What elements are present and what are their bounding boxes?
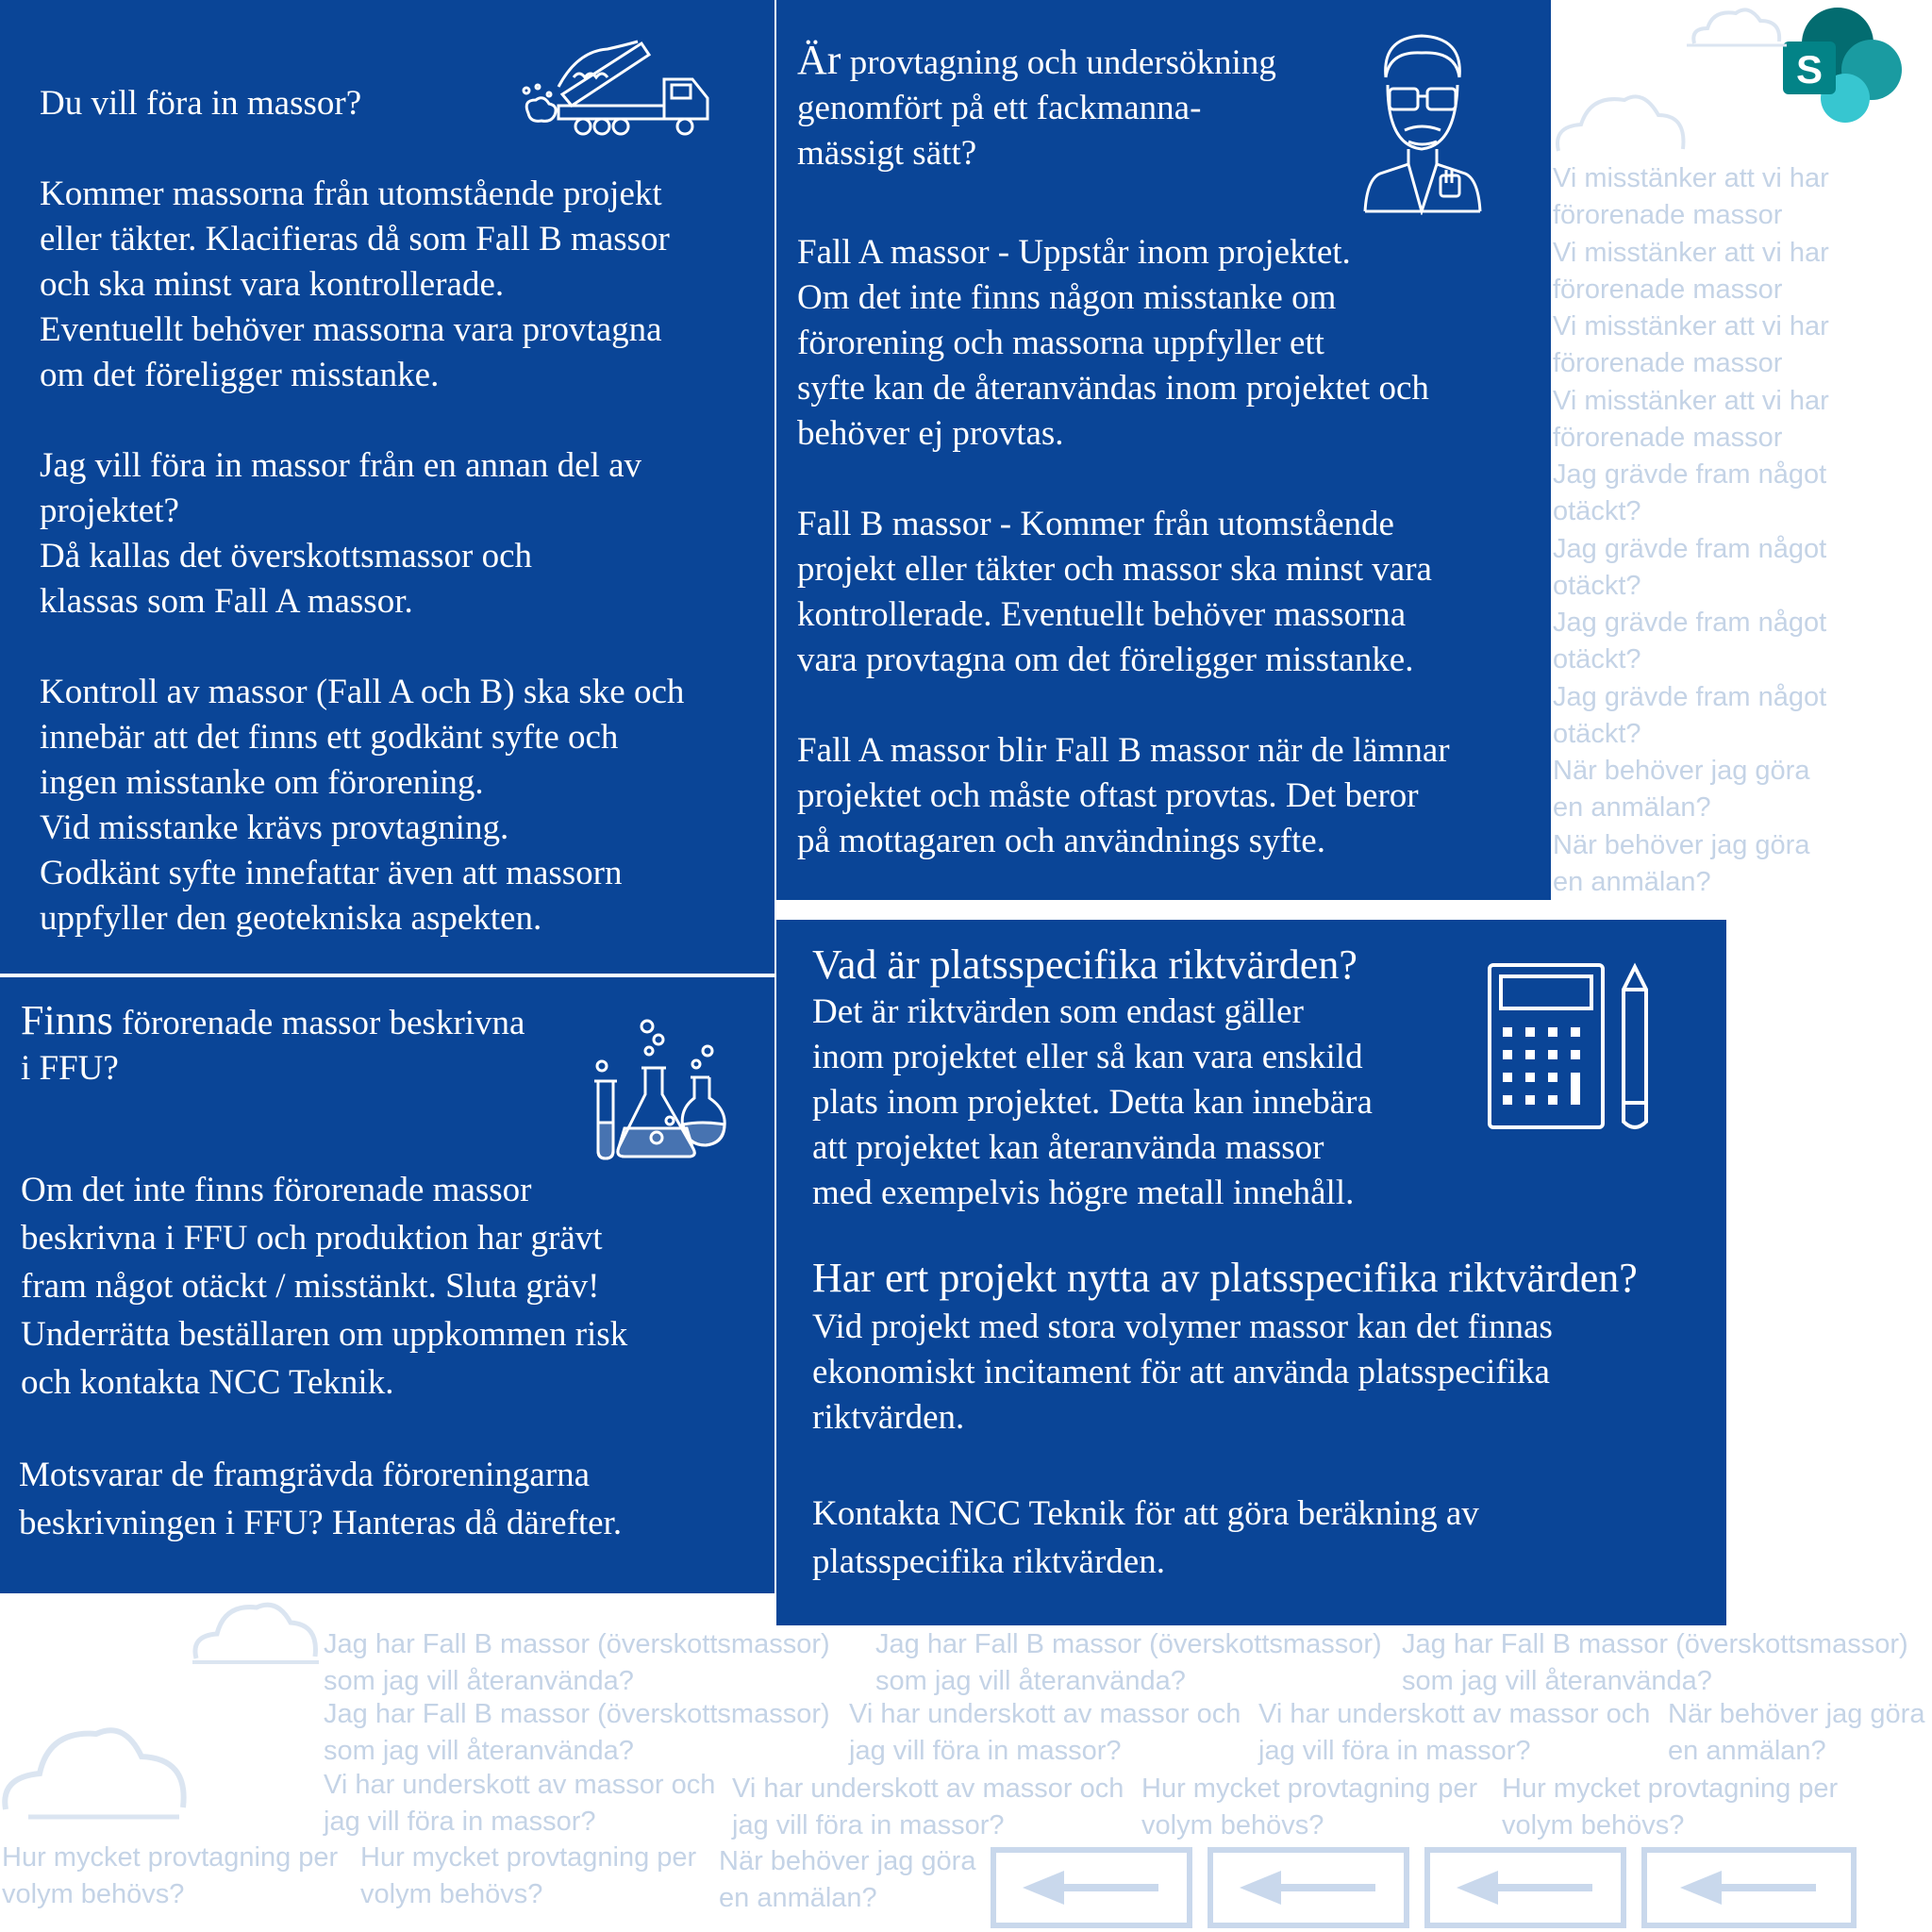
panel-body: Om det inte finns förorenade massor beskrivna i FFU och produktion har grävt fram något otäckt / misstänkt. Sluta gräv! Underrätta beställaren om uppkommen risk och kontakta NCC Teknik. (21, 1171, 628, 1402)
panel-fackmannamassigt (776, 0, 1551, 900)
panel-title: Vad är platsspecifika riktvärden? (812, 941, 1357, 988)
faint-link-text[interactable]: Jag har Fall B massor (överskottsmassor) som jag vill återanvända? (875, 1629, 1382, 1696)
scientist-icon (1361, 32, 1484, 215)
panel-body: Fall A massor - Uppstår inom projektet. Om det inte finns någon misstanke om förorening och massorna uppfyller ett syfte kan de återanvändas inom projektet och behöver ej provtas. Fall B massor - Kommer från utomstående projekt eller täkter och massor ska minst vara kontrollerade. Eventuellt behöver massorna vara provtagna om det föreligger misstanke. Fall A massor blir Fall B massor när de lämnar projektet och måste oftast provtas. Det beror på mottagaren och användnings syfte. (797, 233, 1450, 860)
faint-link-text[interactable]: Hur mycket provtagning per volym behövs? (360, 1842, 697, 1909)
panel-body: Kommer massorna från utomstående projekt eller täkter. Klacifieras då som Fall B massor och ska minst vara kontrollerade. Eventuellt behöver massorna vara provtagna om det föreligger misstanke. Jag vill föra in massor från en annan del av projektet? Då kallas det överskottsmassor och klassas som Fall A massor. Kontroll av massor (Fall A och B) ska ske och innebär att det finns ett godkänt syfte och ingen misstanke om förorening. Vid misstanke krävs provtagning. Godkänt syfte innefattar även att massorn uppfyller den geotekniska aspekten. (40, 175, 685, 938)
panel-title-rest: förorenade massor beskrivna i FFU? (21, 1004, 525, 1088)
cloud-icon (191, 1596, 323, 1668)
faint-link-text[interactable]: Vi misstänker att vi har förorenade massor (1553, 163, 1829, 230)
panel-title-first-word: Är (797, 37, 841, 83)
panel-ffu (0, 977, 774, 1593)
lab-flasks-icon (591, 1019, 728, 1164)
faint-link-text[interactable]: Hur mycket provtagning per volym behövs? (1141, 1774, 1478, 1840)
back-button[interactable] (1208, 1847, 1409, 1928)
faint-link-text[interactable]: När behöver jag göra en anmälan? (1668, 1699, 1925, 1766)
faint-link-text[interactable]: Jag grävde fram något otäckt? (1553, 534, 1827, 601)
dump-truck-icon (521, 32, 715, 138)
faint-link-text[interactable]: Hur mycket provtagning per volym behövs? (2, 1842, 339, 1909)
sharepoint-letter: S (1795, 47, 1824, 92)
panel-footer: Motsvarar de framgrävda föroreningarna beskrivningen i FFU? Hanteras då därefter. (19, 1456, 623, 1542)
back-arrow-icon (1455, 1869, 1596, 1907)
faint-link-text[interactable]: Jag har Fall B massor (överskottsmassor) som jag vill återanvända? (324, 1699, 830, 1766)
faint-link-text[interactable]: Vi har underskott av massor och jag vill föra in massor? (732, 1774, 1124, 1840)
faint-link-text[interactable]: Vi har underskott av massor och jag vill föra in massor? (324, 1770, 716, 1837)
calculator-pencil-icon (1486, 961, 1656, 1131)
panel-fora-in-massor (0, 0, 774, 974)
back-arrow-icon (1021, 1869, 1162, 1907)
faint-link-text[interactable]: Jag grävde fram något otäckt? (1553, 459, 1827, 526)
back-button[interactable] (1424, 1847, 1626, 1928)
sharepoint-icon[interactable] (1779, 6, 1921, 128)
back-arrow-icon (1678, 1869, 1820, 1907)
back-arrow-icon (1238, 1869, 1379, 1907)
panel-body: Det är riktvärden som endast gäller inom projektet eller så kan vara enskild plats inom projektet. Detta kan innebära att projektet kan återanvända massor med exempelvis högre metall innehåll. (812, 992, 1373, 1212)
faint-link-text[interactable]: Jag grävde fram något otäckt? (1553, 608, 1827, 675)
faint-link-text[interactable]: Vi misstänker att vi har förorenade massor (1553, 311, 1829, 378)
panel-title: Du vill föra in massor? (40, 84, 362, 123)
panel-footer: Kontakta NCC Teknik för att göra beräkning av platsspecifika riktvärden. (812, 1494, 1479, 1581)
faint-link-text[interactable]: Hur mycket provtagning per volym behövs? (1502, 1774, 1839, 1840)
cloud-icon (1553, 91, 1690, 157)
panel-title (21, 998, 525, 1091)
faint-link-text[interactable]: Jag grävde fram något otäckt? (1553, 682, 1827, 749)
faint-link-text[interactable]: Vi har underskott av massor och jag vill föra in massor? (849, 1699, 1241, 1766)
faint-link-text[interactable]: När behöver jag göra en anmälan? (1553, 830, 1810, 897)
panel-subtitle: Har ert projekt nytta av platsspecifika riktvärden? (812, 1255, 1638, 1301)
faint-link-text[interactable]: Vi misstänker att vi har förorenade massor (1553, 386, 1829, 453)
panel-title-first-word: Finns (21, 997, 113, 1043)
faint-link-text[interactable]: När behöver jag göra en anmälan? (1553, 756, 1810, 823)
back-button[interactable] (991, 1847, 1192, 1928)
faint-link-text[interactable]: När behöver jag göra en anmälan? (719, 1846, 976, 1913)
back-button[interactable] (1641, 1847, 1857, 1928)
cloud-icon (1687, 6, 1790, 49)
panel-title (797, 38, 1276, 176)
panel-body: Vid projekt med stora volymer massor kan det finnas ekonomiskt incitament för att använda platsspecifika riktvärden. (812, 1307, 1553, 1437)
faint-link-text[interactable]: Vi har underskott av massor och jag vill föra in massor? (1258, 1699, 1651, 1766)
cloud-icon (0, 1719, 192, 1823)
faint-link-text[interactable]: Vi misstänker att vi har förorenade massor (1553, 238, 1829, 305)
faint-link-text[interactable]: Jag har Fall B massor (överskottsmassor) som jag vill återanvända? (324, 1629, 830, 1696)
panel-platsspecifika-riktvarden (776, 920, 1726, 1625)
panel-title-rest: provtagning och undersökning genomfört på ett fackmanna- mässigt sätt? (797, 43, 1276, 173)
faint-link-text[interactable]: Jag har Fall B massor (överskottsmassor) som jag vill återanvända? (1402, 1629, 1908, 1696)
